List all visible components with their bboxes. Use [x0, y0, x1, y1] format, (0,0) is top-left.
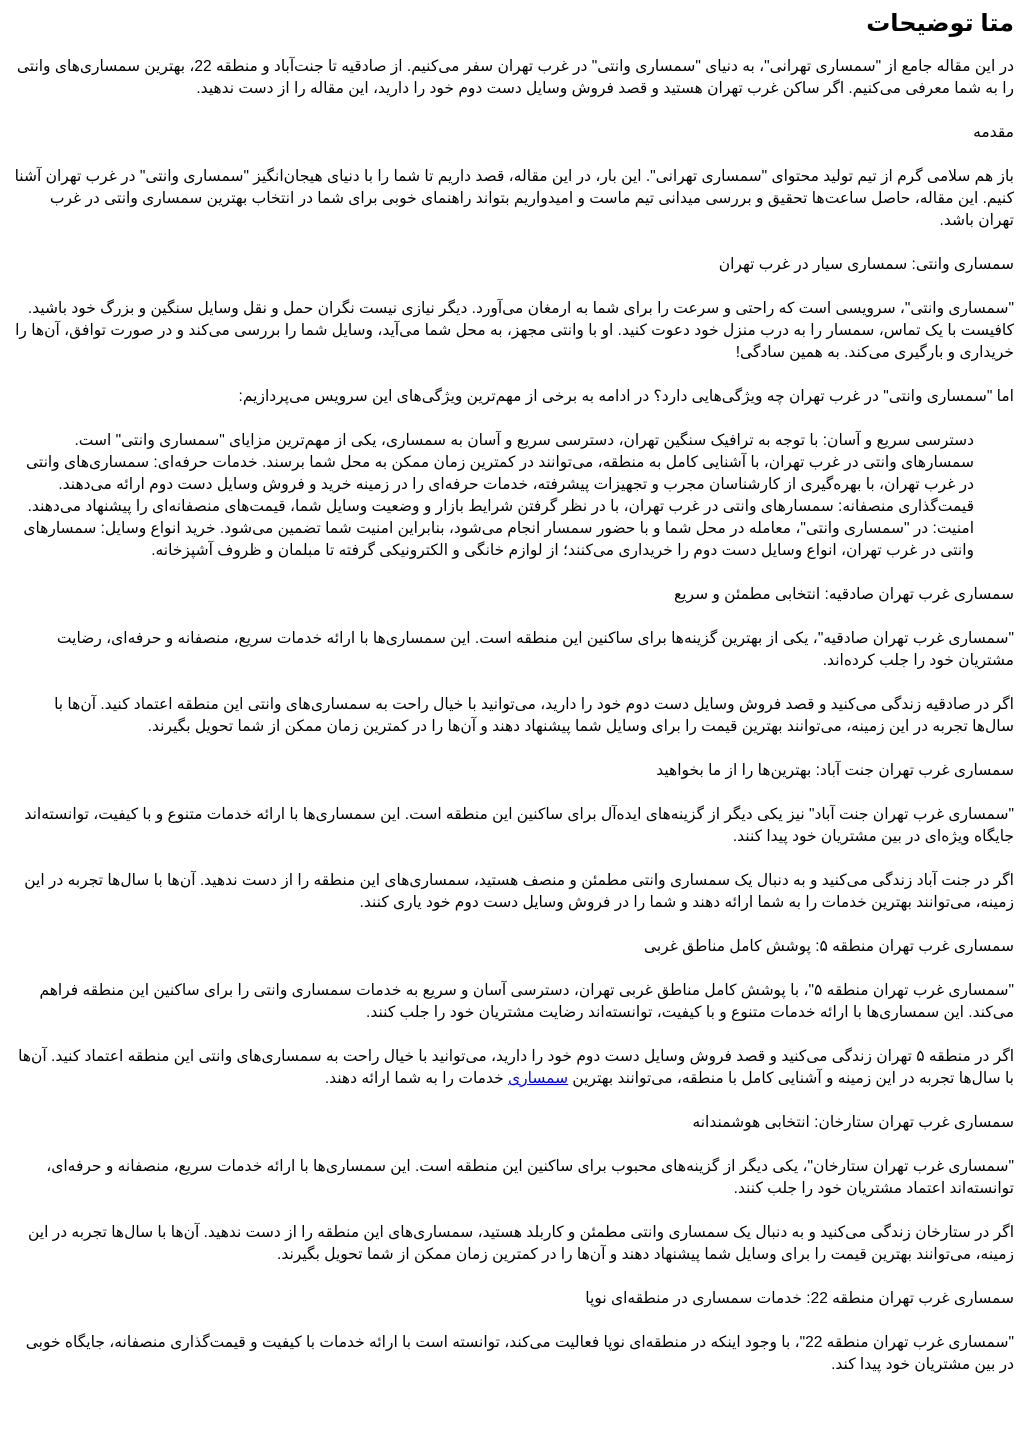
section-heading-mantaghe22: سمساری غرب تهران منطقه 22: خدمات سمساری در منطقه‌ای نوپا	[585, 1290, 1014, 1307]
features-blockquote: دسترسی سریع و آسان: با توجه به ترافیک سنگین تهران، دسترسی سریع و آسان به سمساری، یکی از مهم‌ترین مزایای "سمساری وانتی" است. سمسارهای وانتی در غرب تهران، با آشنایی کامل به منطقه، می‌توانند در کمترین زمان ممکن به محل شما برسند. خدمات حرفه‌ای: سمساری‌های وانتی در غرب تهران، با بهره‌گیری از کارشناسان مجرب و تجهیزات پیشرفته، خدمات حرفه‌ای را در زمینه خرید و فروش وسایل دست دوم ارائه می‌دهند. قیمت‌گذاری منصفانه: سمسارهای وانتی در غرب تهران، با در نظر گرفتن شرایط بازار و وضعیت وسایل شما، قیمت‌های منصفانه‌ای را پیشنهاد می‌دهند. امنیت: در "سمساری وانتی"، معامله در محل شما و با حضور سمسار انجام می‌شود، بنابراین امنیت شما تضمین می‌شود. خرید انواع وسایل: سمسارهای وانتی در غرب تهران، انواع وسایل دست دوم را خریداری می‌کنند؛ از لوازم خانگی و الکترونیکی گرفته تا مبلمان و ظروف آشپزخانه.	[23, 432, 974, 559]
mantaghe5-text-before: اگر در منطقه ۵ تهران زندگی می‌کنید و قصد فروش وسایل دست دوم خود را دارید، می‌توانید با خیال راحت به سمساری‌های وانتی این منطقه اعتماد کنید. آن‌ها با سال‌ها تجربه در این زمینه و آشنایی کامل با منطقه، می‌توانند بهترین	[18, 1048, 1014, 1087]
section-heading-muqaddame: مقدمه	[973, 124, 1014, 141]
sayyar-paragraph: "سمساری وانتی"، سرویسی است که راحتی و سرعت را برای شما به ارمغان می‌آورد. دیگر نیازی نیست نگران حمل و نقل وسایل سنگین و بزرگ خود باشید. کافیست با یک تماس، سمسار را به درب منزل خود دعوت کنید. او با وانتی مجهز، به محل شما می‌آید، وسایل شما را بررسی می‌کند و در صورت توافق، آن‌ها را خریداری و بارگیری می‌کند. به همین سادگی!	[15, 300, 1014, 361]
section-heading-sayyar: سمساری وانتی: سمساری سیار در غرب تهران	[718, 256, 1014, 273]
section-heading-mantaghe5: سمساری غرب تهران منطقه ۵: پوشش کامل مناطق غربی	[643, 938, 1014, 955]
mantaghe22-paragraph-1: "سمساری غرب تهران منطقه 22"، با وجود اینکه در منطقه‌ای نوپا فعالیت می‌کند، توانسته است با ارائه خدمات با کیفیت و قیمت‌گذاری منصفانه، جایگاه خوبی در بین مشتریان خود پیدا کند.	[25, 1334, 1014, 1373]
intro-paragraph: در این مقاله جامع از "سمساری تهرانی"، به دنیای "سمساری وانتی" در غرب تهران سفر می‌کنیم. از صادقیه تا جنت‌آباد و منطقه 22، بهترین سمساری‌های وانتی را به شما معرفی می‌کنیم. اگر ساکن غرب تهران هستید و قصد فروش وسایل دست دوم خود را دارید، این مقاله را از دست ندهید.	[16, 58, 1014, 97]
sattarkhan-paragraph-1: "سمساری غرب تهران ستارخان"، یکی دیگر از گزینه‌های محبوب برای ساکنین این منطقه است. این سمساری‌ها با ارائه خدمات سریع، منصفانه و حرفه‌ای، توانسته‌اند اعتماد مشتریان خود را جلب کنند.	[46, 1158, 1014, 1197]
sadeghieh-paragraph-1: "سمساری غرب تهران صادقیه"، یکی از بهترین گزینه‌ها برای ساکنین این منطقه است. این سمساری‌ها با ارائه خدمات سریع، منصفانه و حرفه‌ای، رضایت مشتریان خود را جلب کرده‌اند.	[56, 630, 1014, 669]
page-title: متا توضیحات	[866, 10, 1014, 37]
features-question: اما "سمساری وانتی" در غرب تهران چه ویژگی‌هایی دارد؟ در ادامه به برخی از مهم‌ترین ویژگی‌های این سرویس می‌پردازیم:	[238, 388, 1014, 405]
jannatabad-paragraph-2: اگر در جنت آباد زندگی می‌کنید و به دنبال یک سمساری وانتی مطمئن و منصف هستید، سمساری‌های این منطقه را از دست ندهید. آن‌ها با سال‌ها تجربه در این زمینه، می‌توانند بهترین خدمات را به شما ارائه دهند و شما را در فروش وسایل دست دوم خود یاری کنند.	[24, 872, 1014, 911]
muqaddame-paragraph: باز هم سلامی گرم از تیم تولید محتوای "سمساری تهرانی". این بار، در این مقاله، قصد داریم تا شما را با دنیای هیجان‌انگیز "سمساری وانتی" در غرب تهران آشنا کنیم. این مقاله، حاصل ساعت‌ها تحقیق و بررسی میدانی تیم ماست و امیدواریم بتواند راهنمای خوبی برای شما در انتخاب بهترین سمساری وانتی در غرب تهران باشد.	[14, 168, 1014, 229]
jannatabad-paragraph-1: "سمساری غرب تهران جنت آباد" نیز یکی دیگر از گزینه‌های ایده‌آل برای ساکنین این منطقه است. این سمساری‌ها با ارائه خدمات متنوع و با کیفیت، توانسته‌اند جایگاه ویژه‌ای در بین مشتریان خود پیدا کنند.	[24, 806, 1014, 845]
mantaghe5-paragraph-2	[10, 1046, 1014, 1090]
semsari-link[interactable]: سمساری	[508, 1070, 569, 1087]
section-heading-jannatabad: سمساری غرب تهران جنت آباد: بهترین‌ها را از ما بخواهید	[656, 762, 1014, 779]
mantaghe5-text-after: خدمات را به شما ارائه دهند.	[324, 1070, 508, 1087]
sattarkhan-paragraph-2: اگر در ستارخان زندگی می‌کنید و به دنبال یک سمساری وانتی مطمئن و کاربلد هستید، سمساری‌های این منطقه را از دست ندهید. آن‌ها با سال‌ها تجربه در این زمینه، می‌توانند بهترین قیمت را برای وسایل شما پیشنهاد دهند و آن‌ها را در کمترین زمان ممکن از شما تحویل بگیرند.	[27, 1224, 1014, 1263]
sadeghieh-paragraph-2: اگر در صادقیه زندگی می‌کنید و قصد فروش وسایل دست دوم خود را دارید، می‌توانید با خیال راحت به سمساری‌های وانتی این منطقه اعتماد کنید. آن‌ها با سال‌ها تجربه در این زمینه، می‌توانند بهترین قیمت را برای وسایل شما پیشنهاد دهند و آن‌ها را در کمترین زمان ممکن از شما تحویل بگیرند.	[54, 696, 1014, 735]
section-heading-sattarkhan: سمساری غرب تهران ستارخان: انتخابی هوشمندانه	[692, 1114, 1014, 1131]
mantaghe5-paragraph-1: "سمساری غرب تهران منطقه ۵"، با پوشش کامل مناطق غربی تهران، دسترسی آسان و سریع به خدمات سمساری وانتی را برای ساکنین این منطقه فراهم می‌کند. این سمساری‌ها با ارائه خدمات متنوع و با کیفیت، توانسته‌اند رضایت مشتریان خود را جلب کنند.	[39, 982, 1014, 1021]
section-heading-sadeghieh: سمساری غرب تهران صادقیه: انتخابی مطمئن و سریع	[673, 586, 1014, 603]
